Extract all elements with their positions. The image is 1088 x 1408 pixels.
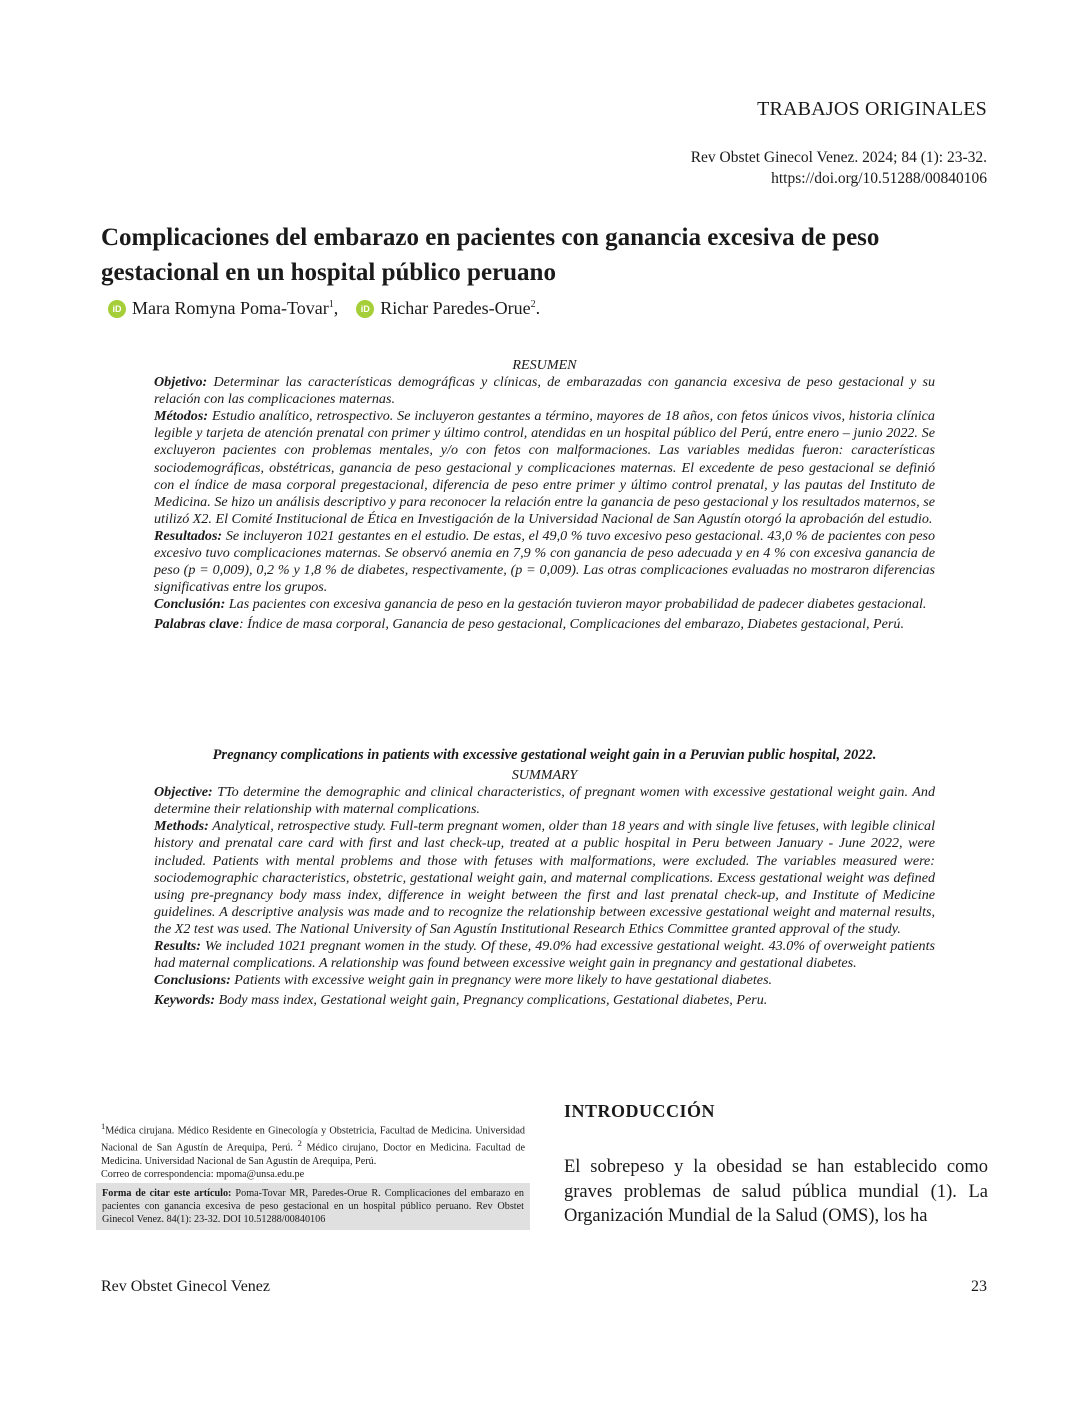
- summary-heading: SUMMARY: [511, 767, 578, 784]
- article-title: Complicaciones del embarazo en pacientes con ganancia excesiva de peso gestacional en un hospital público peruano: [101, 224, 880, 286]
- citation-line: Rev Obstet Ginecol Venez. 2024; 84 (1): 23-32.: [690, 149, 987, 166]
- resumen-heading: RESUMEN: [512, 357, 577, 373]
- introduction-body: El sobrepeso y la obesidad se han establecido como graves problemas de salud pública mundial (1). La Organización Mundial de la Salud (OMS), los ha: [564, 1157, 988, 1226]
- doi-link[interactable]: https://doi.org/10.51288/00840106: [771, 170, 987, 187]
- summary-keywords: Keywords: Body mass index, Gestational weight gain, Pregnancy complications, Gestational diabetes, Peru.: [154, 992, 768, 1009]
- summary-conclusions: Conclusions: Patients with excessive weight gain in pregnancy were more likely to have gestational diabetes.: [154, 972, 773, 989]
- correspondence-email: Correo de correspondencia: mpoma@unsa.edu.pe: [101, 1168, 305, 1180]
- author-list: [108, 298, 540, 319]
- citation-block: [691, 147, 987, 189]
- introduction-heading: INTRODUCCIÓN: [564, 1101, 716, 1121]
- resumen-palabras-clave: Palabras clave: Índice de masa corporal, Ganancia de peso gestacional, Complicaciones del embarazo, Diabetes gestacional, Perú.: [154, 616, 904, 633]
- author-1: Mara Romyna Poma-Tovar$^1$,: [132, 298, 339, 318]
- orcid-icon[interactable]: iD: [356, 300, 374, 318]
- author-2: Richar Paredes-Orue$^2$.: [380, 298, 541, 318]
- resumen-conclusion: Conclusión: Las pacientes con excesiva ganancia de peso en la gestación tuvieron mayor probabilidad de padecer diabetes gestacional.: [154, 596, 927, 613]
- resumen-objetivo: Objetivo: Determinar las características demográficas y clínicas, de embarazadas con ganancia excesiva de peso gestacional y su relación con las complicaciones maternas.: [154, 374, 935, 408]
- citation-box: Forma de citar este artículo: Poma-Tovar MR, Paredes-Orue R. Complicaciones del embarazo en pacientes con ganancia excesiva de peso gestacional en un hospital público peruano. Rev Obstet Ginecol Venez. 84(1): 23-32. DOI 10.51288/00840106: [96, 1183, 530, 1230]
- resumen-resultados: Resultados: Se incluyeron 1021 gestantes en el estudio. De estas, el 49,0 % tuvo excesivo peso gestacional. 43,0 % de pacientes con peso excesivo tuvo complicaciones maternas. Se observó anemia en 7,9 % con ganancia de peso adecuada y en 4 % con excesiva ganancia de peso (p = 0,009), 0,2 % y 1,8 % de diabetes, respectivamente, (p = 0,009). Las otras complicaciones evaluadas no mostraron diferencias significativas entre los grupos.: [154, 527, 935, 596]
- resumen-metodos: Métodos: Estudio analítico, retrospectivo. Se incluyeron gestantes a término, mayores de 18 años, con fetos únicos vivos, historia clínica legible y tarjeta de atención prenatal con primer y último control, atendidas en un hospital público del Perú, entre enero – junio 2022. Se excluyeron pacientes con problemas mentales, y/o con fetos con malformaciones. Las variables medidas fueron: características sociodemográficas, obstétricas, ganancia de peso gestacional y complicaciones maternas. El excedente de peso gestacional se definió con el índice de masa corporal pregestacional, diferencia de peso entre primer y último control prenatal, y las pautas del Instituto de Medicina. Se hizo un análisis descriptivo y para reconocer la relación entre la ganancia de peso gestacional y los resultados maternos, se utilizó X2. El Comité Institucional de Ética en Investigación de la Universidad Nacional de San Agustín otorgó la aprobación del estudio.: [154, 408, 935, 527]
- orcid-icon[interactable]: iD: [108, 300, 126, 318]
- resumen-section: [154, 357, 935, 634]
- english-title: Pregnancy complications in patients with excessive gestational weight gain in a Peruvian public hospital, 2022.: [212, 747, 877, 763]
- summary-results: Results: We included 1021 pregnant women in the study. Of these, 49.0% had excessive gestational weight. 43.0% of overweight patients had maternal complications. A relationship was found between excessive weight gain in pregnancy and gestational diabetes.: [154, 938, 935, 972]
- page-number: 23: [971, 1278, 987, 1295]
- section-label: TRABAJOS ORIGINALES: [757, 98, 987, 120]
- author-affiliations: $^1$Médica cirujana. Médico Residente en Ginecología y Obstetricia, Facultad de Medicina. Universidad Nacional de San Agustín de Arequipa, Perú. $^2$ Médico cirujano, Doctor en Medicina. Facultad de Medicina. Universidad Nacional de San Agustín de Arequipa, Perú. Correo de correspondencia: mpoma@unsa.edu.pe: [101, 1121, 525, 1180]
- footer-journal: Rev Obstet Ginecol Venez: [101, 1278, 270, 1295]
- summary-objective: Objective: TTo determine the demographic and clinical characteristics, of pregnant women with excessive gestational weight gain. And determine their relationship with maternal complications.: [154, 784, 936, 818]
- summary-methods: Methods: Analytical, retrospective study. Full-term pregnant women, older than 18 years and with single live fetuses, with legible clinical history and prenatal care card with first and last check-up, treated at a public hospital in Peru between January - June 2022, were included. Patients with mental problems and those with fetuses with malformations, were excluded. The variables measured were: sociodemographic characteristics, obstetric, gestational weight gain, and maternal complications. Excess gestational weight was defined using pre-pregnancy body mass index, difference in weight between the first and last prenatal check-up, and Institute of Medicine guidelines. A descriptive analysis was made and to recognize the relationship between excessive gestational weight and maternal results, the X2 test was used. The National University of San Agustín Institutional Research Ethics Committee granted approval of the study.: [154, 818, 935, 937]
- summary-section: [154, 747, 935, 1009]
